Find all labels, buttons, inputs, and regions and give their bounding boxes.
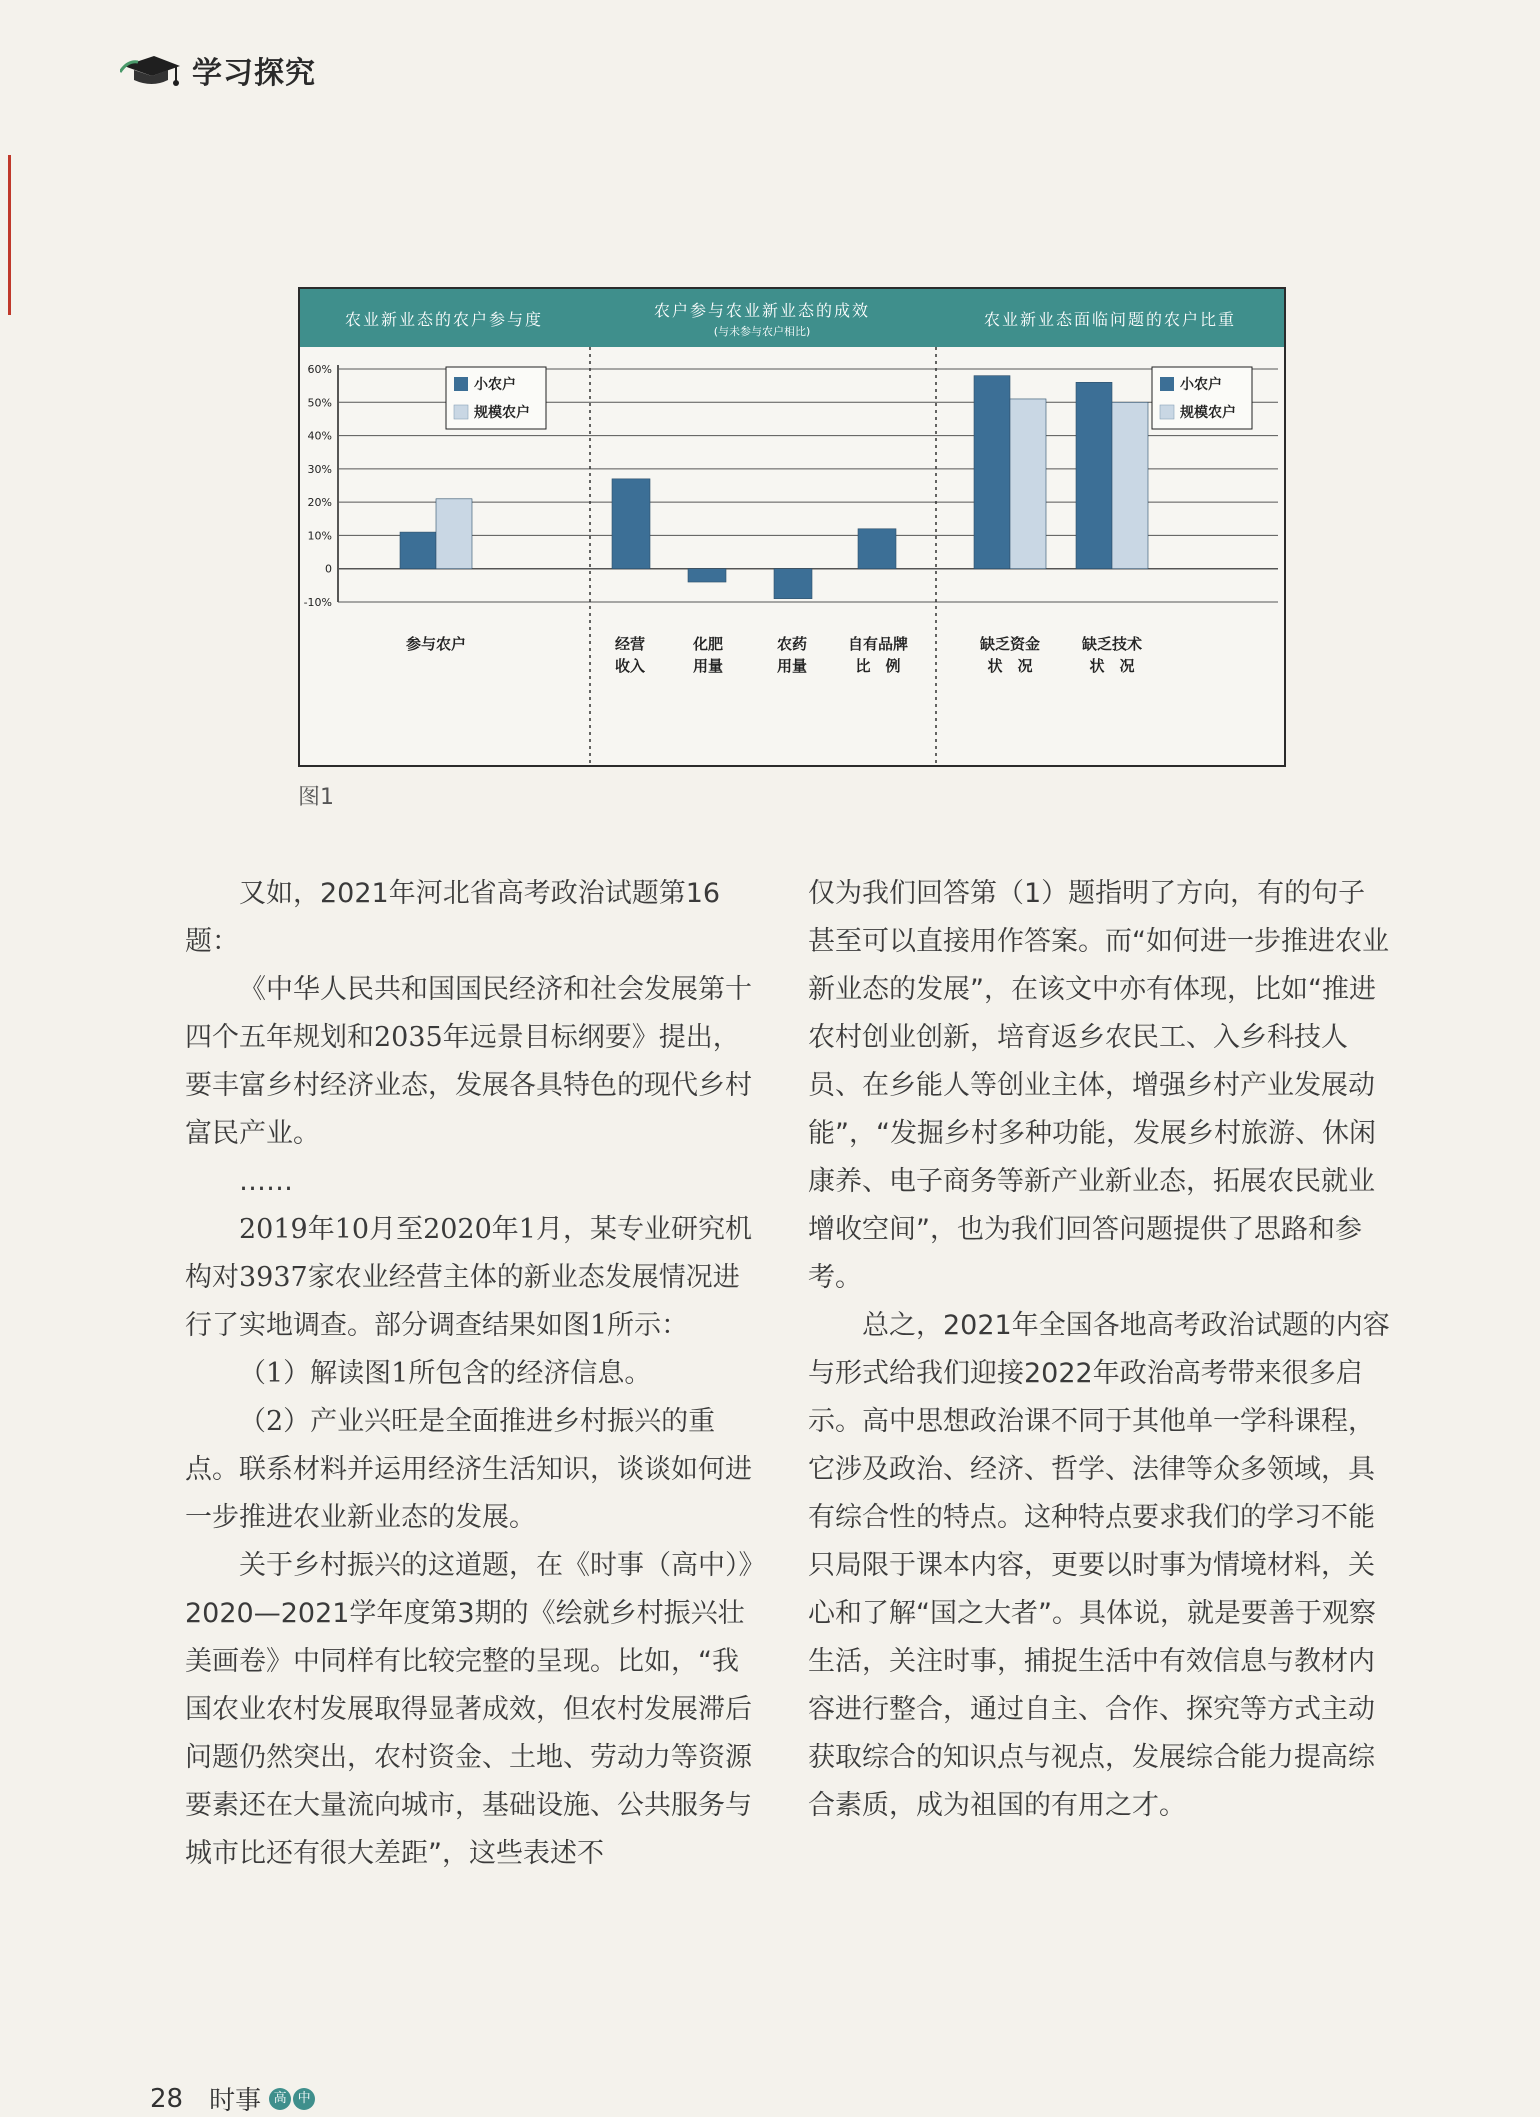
y-tick-label: 20%: [307, 496, 332, 510]
category-label: 状 况: [987, 657, 1033, 675]
bar-small-problem: [974, 376, 1010, 569]
figure-caption: 图1: [298, 785, 334, 810]
panel-header-problems: [936, 289, 1284, 347]
y-tick-label: 10%: [307, 529, 332, 543]
bar-small-effect: [688, 569, 726, 582]
legend-label: 规模农户: [474, 405, 530, 421]
panel-header-problems-text: 农业新业态面临问题的农户比重: [983, 309, 1236, 329]
paragraph: 仅为我们回答第（1）题指明了方向，有的句子甚至可以直接用作答案。而“如何进一步推进农业新业态的发展”，在该文中亦有体现，比如“推进农村创业创新，培育返乡农民工、入乡科技人员、在乡能人等创业主体，增强乡村产业发展动能”，“发掘乡村多种功能，发展乡村旅游、休闲康养、电子商务等新产业新业态，拓展农民就业增收空间”，也为我们回答问题提供了思路和参考。: [808, 878, 1389, 1293]
category-label: 缺乏技术: [1081, 635, 1143, 653]
magazine-name: 时事: [209, 2086, 262, 2116]
panel-header-effect-text: 农户参与农业新业态的成效: [653, 300, 870, 320]
category-label: 收入: [614, 657, 646, 675]
edition-badge: [269, 2088, 317, 2110]
category-label: 缺乏资金: [979, 635, 1041, 653]
category-label: 状 况: [1089, 657, 1135, 675]
graduation-cap-icon: [120, 52, 182, 88]
question-1: （1）解读图1所包含的经济信息。: [239, 1358, 652, 1389]
y-tick-label: 30%: [307, 462, 332, 476]
category-label: 用量: [776, 657, 808, 675]
bar-large-problem: [1112, 402, 1148, 568]
category-label: 农药: [776, 635, 808, 653]
bar-chart: [300, 347, 1284, 765]
y-tick-label: 60%: [307, 363, 332, 376]
panel-header-effect: [590, 289, 934, 347]
figure-header-bar: [300, 289, 1284, 347]
section-title: 学习探究: [192, 56, 316, 91]
left-column: [185, 870, 765, 1878]
legend-swatch-large: [454, 405, 468, 419]
edition-badge-char: 高: [269, 2088, 291, 2110]
category-label: 参与农户: [405, 635, 467, 653]
question-2: （2）产业兴旺是全面推进乡村振兴的重点。联系材料并运用经济生活知识，谈谈如何进一步推进农业新业态的发展。: [185, 1406, 752, 1533]
paragraph: 总之，2021年全国各地高考政治试题的内容与形式给我们迎接2022年政治高考带来很多启示。高中思想政治课不同于其他单一学科课程，它涉及政治、经济、哲学、法律等众多领域，具有综合性的特点。这种特点要求我们的学习不能只局限于课本内容，更要以时事为情境材料，关心和了解“国之大者”。具体说，就是要善于观察生活，关注时事，捕捉生活中有效信息与教材内容进行整合，通过自主、合作、探究等方式主动获取综合的知识点与视点，发展综合能力提高综合素质，成为祖国的有用之才。: [808, 1310, 1390, 1821]
y-tick-label: 50%: [307, 396, 332, 410]
paragraph: 关于乡村振兴的这道题，在《时事（高中）》2020—2021学年度第3期的《绘就乡村振兴壮美画卷》中同样有比较完整的呈现。比如，“我国农业农村发展取得显著成效，但农村发展滞后问题仍然突出，农村资金、土地、劳动力等资源要素还在大量流向城市，基础设施、公共服务与城市比还有很大差距”，这些表述不: [185, 1550, 752, 1869]
edition-badge-char: 中: [293, 2088, 315, 2110]
category-label: 自有品牌: [847, 635, 909, 653]
y-tick-label: 0: [325, 562, 332, 576]
category-label: 比 例: [855, 657, 901, 675]
category-label: 经营: [614, 635, 646, 653]
page-footer: [150, 2080, 317, 2117]
bar-small-effect: [612, 479, 650, 569]
legend-label: 小农户: [474, 377, 516, 393]
bar-small-effect: [858, 529, 896, 569]
quoted-material: 2019年10月至2020年1月，某专业研究机构对3937家农业经营主体的新业态发展情况进行了实地调查。部分调查结果如图1所示：: [185, 1214, 752, 1341]
y-tick-label: -10%: [303, 596, 332, 609]
quoted-material: 《中华人民共和国国民经济和社会发展第十四个五年规划和2035年远景目标纲要》提出，要丰富乡村经济业态，发展各具特色的现代乡村富民产业。: [185, 974, 752, 1149]
page-number: 28: [150, 2083, 184, 2114]
bar-large-participation: [436, 499, 472, 569]
bar-large-problem: [1010, 399, 1046, 569]
panel-header-participation: [300, 289, 588, 347]
legend-label: 规模农户: [1180, 405, 1236, 421]
y-tick-label: 40%: [307, 429, 332, 443]
right-column: [808, 870, 1390, 1830]
left-margin-rule: [8, 155, 11, 315]
bar-small-effect: [774, 569, 812, 599]
category-label: 化肥: [692, 635, 724, 653]
legend-swatch-small: [1160, 377, 1174, 391]
figure-1: [298, 287, 1286, 767]
ellipsis: ……: [239, 1166, 293, 1197]
bar-small-participation: [400, 532, 436, 569]
legend-swatch-large: [1160, 405, 1174, 419]
panel-header-participation-text: 农业新业态的农户参与度: [344, 309, 543, 329]
legend-label: 小农户: [1180, 377, 1222, 393]
legend-swatch-small: [454, 377, 468, 391]
category-label: 用量: [692, 657, 724, 675]
panel-header-effect-sub: (与未参与农户相比): [713, 324, 811, 338]
section-header: [120, 48, 316, 92]
paragraph: 又如，2021年河北省高考政治试题第16题：: [185, 878, 721, 957]
bar-small-problem: [1076, 382, 1112, 568]
